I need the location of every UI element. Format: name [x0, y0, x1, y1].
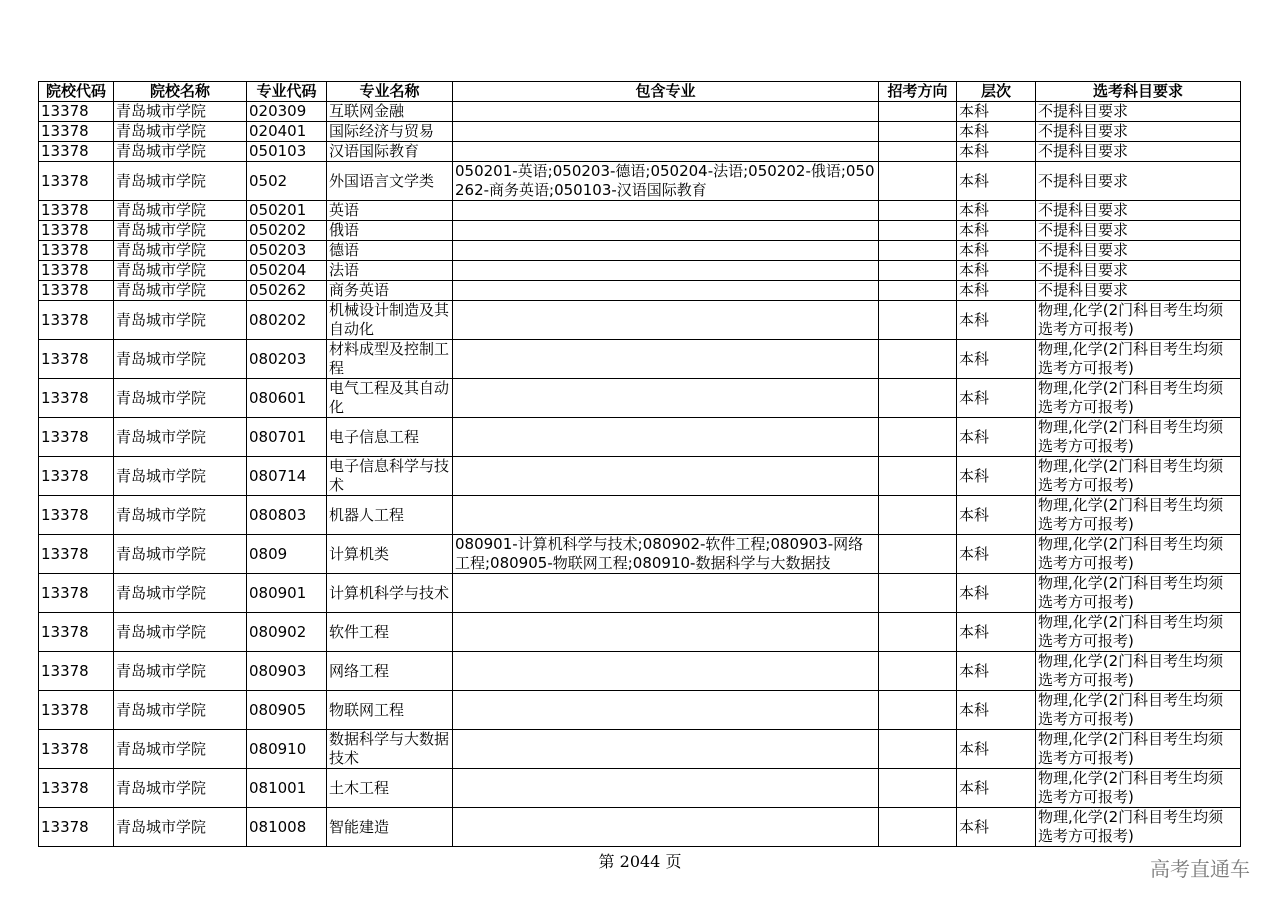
level-cell: 本科 [957, 535, 1036, 574]
direction-cell [879, 691, 957, 730]
major-code-cell: 080701 [247, 418, 327, 457]
table-row [39, 201, 1241, 221]
included-majors-cell [453, 418, 879, 457]
school-code-cell: 13378 [39, 221, 114, 241]
school-name-cell: 青岛城市学院 [114, 102, 247, 122]
subject-requirement-cell: 不提科目要求 [1036, 221, 1241, 241]
level-cell: 本科 [957, 691, 1036, 730]
major-name-cell: 智能建造 [327, 808, 453, 847]
table-row [39, 122, 1241, 142]
school-name-cell: 青岛城市学院 [114, 142, 247, 162]
level-cell: 本科 [957, 769, 1036, 808]
school-code-cell: 13378 [39, 201, 114, 221]
level-cell: 本科 [957, 418, 1036, 457]
school-code-cell: 13378 [39, 301, 114, 340]
major-code-cell: 080202 [247, 301, 327, 340]
direction-cell [879, 281, 957, 301]
subject-requirement-cell: 物理,化学(2门科目考生均须选考方可报考) [1036, 418, 1241, 457]
school-code-cell: 13378 [39, 613, 114, 652]
subject-requirement-cell: 物理,化学(2门科目考生均须选考方可报考) [1036, 496, 1241, 535]
included-majors-cell [453, 730, 879, 769]
major-code-cell: 081001 [247, 769, 327, 808]
school-name-cell: 青岛城市学院 [114, 281, 247, 301]
major-code-cell: 020309 [247, 102, 327, 122]
school-name-cell: 青岛城市学院 [114, 241, 247, 261]
major-name-cell: 软件工程 [327, 613, 453, 652]
subject-requirement-cell: 物理,化学(2门科目考生均须选考方可报考) [1036, 691, 1241, 730]
major-name-cell: 物联网工程 [327, 691, 453, 730]
included-majors-cell [453, 691, 879, 730]
subject-requirement-cell: 不提科目要求 [1036, 241, 1241, 261]
included-majors-cell: 050201-英语;050203-德语;050204-法语;050202-俄语;050262-商务英语;050103-汉语国际教育 [453, 162, 879, 201]
major-name-cell: 数据科学与大数据技术 [327, 730, 453, 769]
watermark-text: 高考直通车 [1150, 857, 1250, 881]
table-row [39, 535, 1241, 574]
level-cell: 本科 [957, 379, 1036, 418]
subject-requirement-cell: 物理,化学(2门科目考生均须选考方可报考) [1036, 301, 1241, 340]
major-code-cell: 020401 [247, 122, 327, 142]
subject-requirement-cell: 物理,化学(2门科目考生均须选考方可报考) [1036, 457, 1241, 496]
table-row [39, 241, 1241, 261]
direction-cell [879, 122, 957, 142]
table-row [39, 221, 1241, 241]
table-row [39, 652, 1241, 691]
major-code-cell: 080905 [247, 691, 327, 730]
included-majors-cell [453, 201, 879, 221]
subject-requirement-cell: 不提科目要求 [1036, 162, 1241, 201]
major-code-cell: 080910 [247, 730, 327, 769]
major-name-cell: 网络工程 [327, 652, 453, 691]
level-cell: 本科 [957, 281, 1036, 301]
major-name-cell: 电气工程及其自动化 [327, 379, 453, 418]
included-majors-cell [453, 301, 879, 340]
table-row [39, 691, 1241, 730]
included-majors-cell [453, 340, 879, 379]
school-code-cell: 13378 [39, 808, 114, 847]
major-name-cell: 电子信息工程 [327, 418, 453, 457]
school-name-cell: 青岛城市学院 [114, 769, 247, 808]
included-majors-cell [453, 652, 879, 691]
level-cell: 本科 [957, 808, 1036, 847]
major-name-cell: 互联网金融 [327, 102, 453, 122]
header-school-code: 院校代码 [39, 82, 114, 102]
included-majors-cell [453, 574, 879, 613]
included-majors-cell [453, 496, 879, 535]
major-code-cell: 080601 [247, 379, 327, 418]
major-name-cell: 计算机科学与技术 [327, 574, 453, 613]
level-cell: 本科 [957, 201, 1036, 221]
school-name-cell: 青岛城市学院 [114, 535, 247, 574]
level-cell: 本科 [957, 122, 1036, 142]
major-code-cell: 080203 [247, 340, 327, 379]
school-code-cell: 13378 [39, 457, 114, 496]
direction-cell [879, 808, 957, 847]
school-name-cell: 青岛城市学院 [114, 613, 247, 652]
subject-requirement-cell: 不提科目要求 [1036, 201, 1241, 221]
major-code-cell: 080903 [247, 652, 327, 691]
subject-requirement-cell: 物理,化学(2门科目考生均须选考方可报考) [1036, 808, 1241, 847]
level-cell: 本科 [957, 301, 1036, 340]
header-direction: 招考方向 [879, 82, 957, 102]
table-row [39, 574, 1241, 613]
level-cell: 本科 [957, 652, 1036, 691]
header-major-code: 专业代码 [247, 82, 327, 102]
school-name-cell: 青岛城市学院 [114, 301, 247, 340]
direction-cell [879, 457, 957, 496]
school-code-cell: 13378 [39, 261, 114, 281]
included-majors-cell [453, 457, 879, 496]
major-name-cell: 德语 [327, 241, 453, 261]
school-name-cell: 青岛城市学院 [114, 730, 247, 769]
direction-cell [879, 102, 957, 122]
major-name-cell: 外国语言文学类 [327, 162, 453, 201]
school-name-cell: 青岛城市学院 [114, 379, 247, 418]
school-code-cell: 13378 [39, 281, 114, 301]
direction-cell [879, 142, 957, 162]
major-name-cell: 俄语 [327, 221, 453, 241]
included-majors-cell [453, 122, 879, 142]
school-name-cell: 青岛城市学院 [114, 457, 247, 496]
level-cell: 本科 [957, 241, 1036, 261]
school-code-cell: 13378 [39, 379, 114, 418]
subject-requirement-cell: 物理,化学(2门科目考生均须选考方可报考) [1036, 574, 1241, 613]
header-subject-requirement: 选考科目要求 [1036, 82, 1241, 102]
major-name-cell: 机器人工程 [327, 496, 453, 535]
school-code-cell: 13378 [39, 241, 114, 261]
table-row [39, 340, 1241, 379]
table-row [39, 769, 1241, 808]
included-majors-cell [453, 808, 879, 847]
direction-cell [879, 418, 957, 457]
direction-cell [879, 162, 957, 201]
subject-requirement-cell: 不提科目要求 [1036, 281, 1241, 301]
subject-requirement-cell: 不提科目要求 [1036, 261, 1241, 281]
direction-cell [879, 241, 957, 261]
table-row [39, 281, 1241, 301]
header-included-majors: 包含专业 [453, 82, 879, 102]
table-row [39, 418, 1241, 457]
level-cell: 本科 [957, 162, 1036, 201]
school-name-cell: 青岛城市学院 [114, 496, 247, 535]
major-name-cell: 汉语国际教育 [327, 142, 453, 162]
subject-requirement-cell: 物理,化学(2门科目考生均须选考方可报考) [1036, 652, 1241, 691]
level-cell: 本科 [957, 340, 1036, 379]
table-row [39, 730, 1241, 769]
included-majors-cell [453, 221, 879, 241]
direction-cell [879, 730, 957, 769]
direction-cell [879, 613, 957, 652]
major-name-cell: 机械设计制造及其自动化 [327, 301, 453, 340]
school-code-cell: 13378 [39, 730, 114, 769]
level-cell: 本科 [957, 574, 1036, 613]
school-name-cell: 青岛城市学院 [114, 261, 247, 281]
school-code-cell: 13378 [39, 122, 114, 142]
direction-cell [879, 221, 957, 241]
major-code-cell: 0809 [247, 535, 327, 574]
school-name-cell: 青岛城市学院 [114, 340, 247, 379]
level-cell: 本科 [957, 221, 1036, 241]
major-code-cell: 050201 [247, 201, 327, 221]
table-row [39, 142, 1241, 162]
school-code-cell: 13378 [39, 418, 114, 457]
school-code-cell: 13378 [39, 769, 114, 808]
direction-cell [879, 340, 957, 379]
school-name-cell: 青岛城市学院 [114, 691, 247, 730]
major-code-cell: 080901 [247, 574, 327, 613]
header-major-name: 专业名称 [327, 82, 453, 102]
subject-requirement-cell: 不提科目要求 [1036, 142, 1241, 162]
page-number: 第 2044 页 [598, 852, 682, 871]
school-code-cell: 13378 [39, 142, 114, 162]
school-code-cell: 13378 [39, 535, 114, 574]
major-name-cell: 国际经济与贸易 [327, 122, 453, 142]
included-majors-cell: 080901-计算机科学与技术;080902-软件工程;080903-网络工程;080905-物联网工程;080910-数据科学与大数据技 [453, 535, 879, 574]
major-code-cell: 050203 [247, 241, 327, 261]
included-majors-cell [453, 142, 879, 162]
direction-cell [879, 535, 957, 574]
included-majors-cell [453, 769, 879, 808]
school-code-cell: 13378 [39, 496, 114, 535]
major-code-cell: 050202 [247, 221, 327, 241]
major-name-cell: 电子信息科学与技术 [327, 457, 453, 496]
major-code-cell: 0502 [247, 162, 327, 201]
major-code-cell: 081008 [247, 808, 327, 847]
major-code-cell: 050103 [247, 142, 327, 162]
school-code-cell: 13378 [39, 652, 114, 691]
direction-cell [879, 201, 957, 221]
direction-cell [879, 261, 957, 281]
table-row [39, 102, 1241, 122]
table-row [39, 613, 1241, 652]
level-cell: 本科 [957, 457, 1036, 496]
admissions-table [38, 81, 1241, 847]
school-name-cell: 青岛城市学院 [114, 221, 247, 241]
table-row [39, 496, 1241, 535]
level-cell: 本科 [957, 496, 1036, 535]
subject-requirement-cell: 物理,化学(2门科目考生均须选考方可报考) [1036, 340, 1241, 379]
direction-cell [879, 379, 957, 418]
subject-requirement-cell: 物理,化学(2门科目考生均须选考方可报考) [1036, 769, 1241, 808]
included-majors-cell [453, 379, 879, 418]
school-code-cell: 13378 [39, 102, 114, 122]
direction-cell [879, 769, 957, 808]
level-cell: 本科 [957, 613, 1036, 652]
major-code-cell: 050204 [247, 261, 327, 281]
table-header-row [39, 82, 1241, 102]
major-name-cell: 土木工程 [327, 769, 453, 808]
school-name-cell: 青岛城市学院 [114, 652, 247, 691]
subject-requirement-cell: 物理,化学(2门科目考生均须选考方可报考) [1036, 379, 1241, 418]
level-cell: 本科 [957, 261, 1036, 281]
subject-requirement-cell: 物理,化学(2门科目考生均须选考方可报考) [1036, 535, 1241, 574]
direction-cell [879, 301, 957, 340]
included-majors-cell [453, 261, 879, 281]
level-cell: 本科 [957, 730, 1036, 769]
included-majors-cell [453, 613, 879, 652]
school-code-cell: 13378 [39, 340, 114, 379]
table-row [39, 457, 1241, 496]
major-name-cell: 材料成型及控制工程 [327, 340, 453, 379]
header-level: 层次 [957, 82, 1036, 102]
subject-requirement-cell: 物理,化学(2门科目考生均须选考方可报考) [1036, 730, 1241, 769]
direction-cell [879, 496, 957, 535]
major-name-cell: 计算机类 [327, 535, 453, 574]
school-name-cell: 青岛城市学院 [114, 808, 247, 847]
school-name-cell: 青岛城市学院 [114, 418, 247, 457]
school-name-cell: 青岛城市学院 [114, 162, 247, 201]
subject-requirement-cell: 物理,化学(2门科目考生均须选考方可报考) [1036, 613, 1241, 652]
included-majors-cell [453, 102, 879, 122]
major-code-cell: 080902 [247, 613, 327, 652]
table-row [39, 379, 1241, 418]
school-name-cell: 青岛城市学院 [114, 122, 247, 142]
table-body [39, 102, 1241, 847]
included-majors-cell [453, 281, 879, 301]
table-row [39, 808, 1241, 847]
subject-requirement-cell: 不提科目要求 [1036, 102, 1241, 122]
level-cell: 本科 [957, 142, 1036, 162]
table-row [39, 301, 1241, 340]
school-name-cell: 青岛城市学院 [114, 574, 247, 613]
subject-requirement-cell: 不提科目要求 [1036, 122, 1241, 142]
major-code-cell: 080803 [247, 496, 327, 535]
table-row [39, 261, 1241, 281]
major-name-cell: 法语 [327, 261, 453, 281]
included-majors-cell [453, 241, 879, 261]
major-code-cell: 050262 [247, 281, 327, 301]
major-code-cell: 080714 [247, 457, 327, 496]
direction-cell [879, 652, 957, 691]
level-cell: 本科 [957, 102, 1036, 122]
school-code-cell: 13378 [39, 162, 114, 201]
major-name-cell: 商务英语 [327, 281, 453, 301]
header-school-name: 院校名称 [114, 82, 247, 102]
school-code-cell: 13378 [39, 574, 114, 613]
table-row [39, 162, 1241, 201]
major-name-cell: 英语 [327, 201, 453, 221]
direction-cell [879, 574, 957, 613]
school-code-cell: 13378 [39, 691, 114, 730]
school-name-cell: 青岛城市学院 [114, 201, 247, 221]
